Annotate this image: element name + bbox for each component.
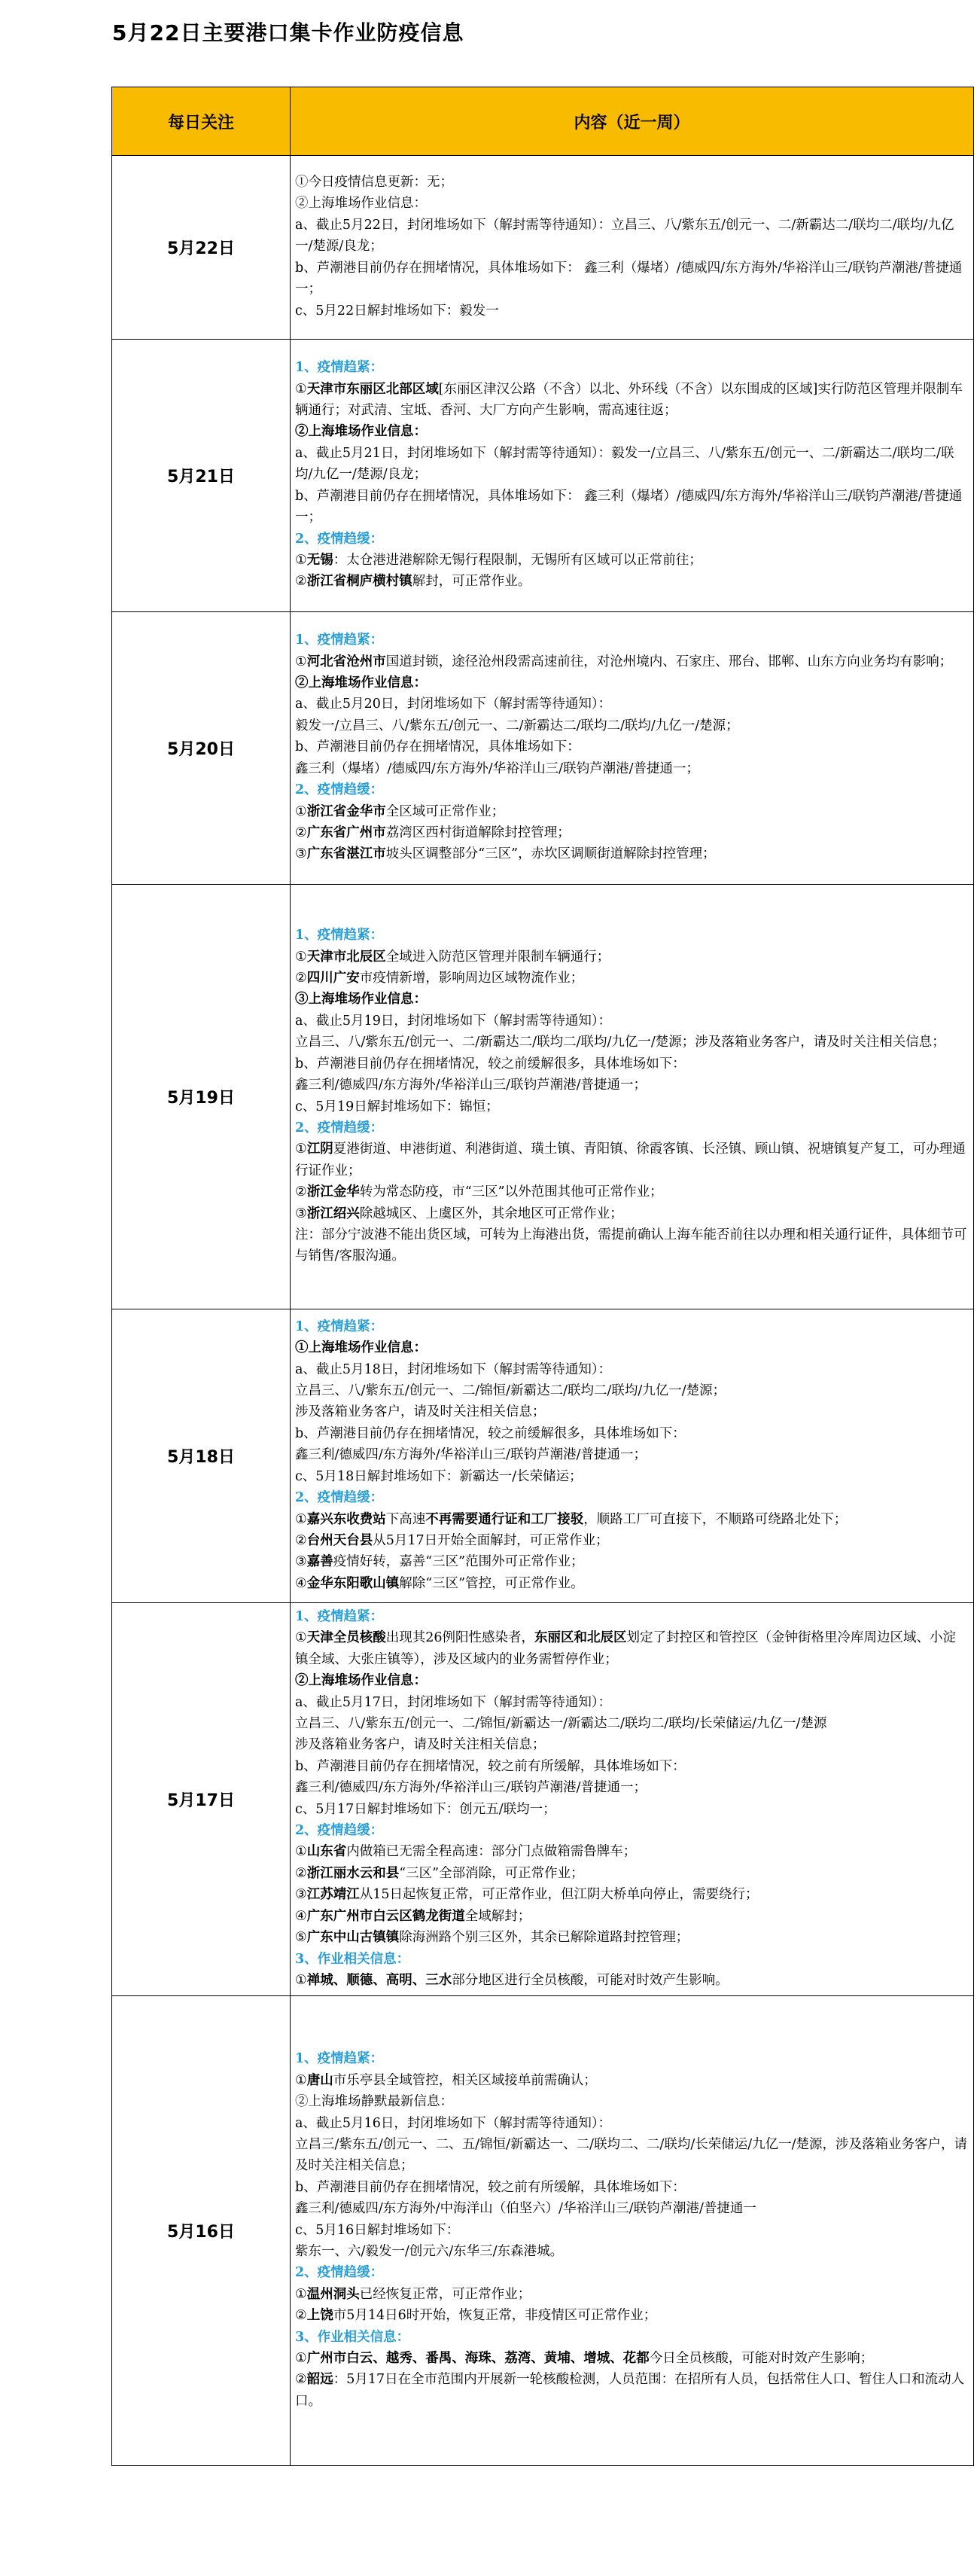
content-line (295, 357, 969, 378)
content-segment: 韶远 (306, 2372, 333, 2388)
content-line (295, 258, 969, 300)
content-segment: 内做箱已无需全程高速：部分门点做箱需鲁牌车； (346, 1844, 637, 1860)
content-segment: ② (295, 825, 307, 840)
content-line (295, 1423, 969, 1444)
content-line (295, 1224, 969, 1267)
content-line (295, 1820, 969, 1841)
content-segment: 下高速 (385, 1511, 426, 1527)
content-segment: 市乐亭县全域管控，相关区域接单前需确认； (333, 2072, 597, 2088)
content-segment: c、5月19日解封堆场如下：锦恒； (295, 1099, 499, 1114)
row-content (291, 612, 974, 885)
content-segment: 2、疫情趋缓： (295, 782, 384, 798)
content-segment: 夏港街道、申港街道、利港街道、璜土镇、青阳镇、徐霞客镇、长泾镇、顾山镇、祝塘镇复产复工，可办理通行证作业； (295, 1142, 966, 1178)
content-line (295, 1777, 969, 1798)
content-line (295, 1863, 969, 1884)
content-line (295, 2091, 969, 2112)
content-segment: 天津市东丽区北部区域 (306, 381, 439, 397)
content-segment: ③ (295, 1887, 307, 1903)
content-segment: c、5月18日解封堆场如下：新霸达一/长荣储运； (295, 1468, 583, 1484)
content-segment: ① (295, 381, 307, 397)
row-date: 5月21日 (112, 340, 291, 612)
content-line (295, 2327, 969, 2348)
content-segment: ① (295, 654, 307, 669)
content-line (295, 1337, 969, 1358)
content-segment: ③ (295, 1554, 307, 1570)
content-segment: b、芦潮港目前仍存在拥堵情况，较之前有所缓解，具体堆场如下： (295, 2179, 686, 2195)
content-segment: “三区”全部消除，可正常作业； (399, 1865, 584, 1881)
content-segment: 江阴 (306, 1142, 333, 1157)
content-line (295, 2305, 969, 2326)
content-segment: ② (295, 1184, 307, 1200)
content-segment: 3、作业相关信息： (295, 1951, 410, 1967)
row-content (291, 1309, 974, 1603)
content-line (295, 736, 969, 758)
content-segment: 1、疫情趋紧： (295, 1318, 384, 1334)
content-segment: 2、疫情趋缓： (295, 2265, 384, 2281)
content-segment: 河北省沧州市 (306, 654, 386, 669)
content-line (295, 779, 969, 800)
content-segment: 广州市白云、越秀、番禺、海珠、荔湾、黄埔、增城、花都 (306, 2351, 650, 2367)
content-line (295, 2241, 969, 2262)
content-segment: 部分地区进行全员核酸，可能对时效产生影响。 (452, 1972, 729, 1988)
content-line (295, 1487, 969, 1508)
content-line (295, 1884, 969, 1905)
content-segment: 立昌三、八/紫东五/创元一、二/锦恒/新霸达一/新霸达二/联均二/联均/长荣储运/九亿一/楚源 (295, 1716, 827, 1732)
content-segment: ① (295, 1142, 307, 1157)
table-row (112, 1603, 974, 1996)
content-segment: 鑫三利/德威四/东方海外/华裕洋山三/联钧芦潮港/普捷通一； (295, 1447, 647, 1463)
content-line (295, 1756, 969, 1777)
content-segment: 已经恢复正常，可正常作业； (359, 2286, 531, 2302)
content-line (295, 1444, 969, 1465)
content-segment: 上饶 (306, 2308, 333, 2324)
header-content: 内容（近一周） (291, 87, 974, 156)
content-segment: 立昌三、八/紫东五/创元一、二/新霸达二/联均二/联均/九亿一/楚源；涉及落箱业务客户，请及时关注相关信息； (295, 1035, 945, 1050)
content-segment: 四川广安 (306, 971, 360, 986)
table-header-row (112, 87, 974, 156)
content-segment: 浙江绍兴 (306, 1206, 360, 1221)
content-segment: 疫情好转，嘉善“三区”范围外可正常作业； (333, 1554, 584, 1570)
content-segment: 广东广州市白云区鹤龙街道 (306, 1908, 465, 1924)
content-line (295, 2177, 969, 2198)
content-line (295, 1401, 969, 1422)
content-segment: 1、疫情趋紧： (295, 633, 384, 648)
content-line (295, 947, 969, 968)
content-line (295, 2113, 969, 2134)
content-segment: a、截止5月19日，封闭堆场如下（解封需等待通知）： (295, 1013, 612, 1029)
content-segment: 禅城、顺德、高明、三水 (306, 1972, 452, 1988)
content-segment: b、芦潮港目前仍存在拥堵情况，具体堆场如下： 鑫三利（爆堵）/德威四/东方海外/华裕洋山三/联钧芦潮港/普捷通一； (295, 260, 963, 297)
table-row (112, 1309, 974, 1603)
content-segment: 金华东阳歌山镇 (306, 1575, 400, 1591)
content-segment: 解除“三区”管控，可正常作业。 (399, 1575, 584, 1591)
content-segment: a、截止5月17日，封闭堆场如下（解封需等待通知）： (295, 1694, 612, 1710)
content-line (295, 215, 969, 258)
content-segment: 毅发一/立昌三、八/紫东五/创元一、二/新霸达二/联均二/联均/九亿一/楚源； (295, 718, 739, 733)
content-segment: 江苏靖江 (306, 1887, 360, 1903)
content-segment: ，顺路工厂可直接下，不顺路可绕路北处下； (583, 1511, 848, 1527)
content-line (295, 968, 969, 989)
content-segment: 1、疫情趋紧： (295, 1609, 384, 1624)
content-segment: ② (295, 1865, 307, 1881)
content-line (295, 300, 969, 322)
content-segment: 天津市北辰区 (306, 949, 386, 965)
content-line (295, 1906, 969, 1927)
content-line (295, 2262, 969, 2283)
content-segment: 荔湾区西村街道解除封控管理； (385, 825, 571, 840)
table-row (112, 1996, 974, 2466)
content-line (295, 989, 969, 1010)
content-segment: ① (295, 552, 307, 568)
content-segment: 台州天台县 (306, 1532, 373, 1548)
content-segment: ③上海堆场作业信息： (295, 992, 427, 1008)
content-segment: 嘉善 (306, 1554, 333, 1570)
content-segment: ③ (295, 1206, 307, 1221)
content-segment: 山东省 (306, 1844, 347, 1860)
content-line (295, 758, 969, 779)
content-segment: 除海洲路个别三区外，其余已解除道路封控管理； (399, 1930, 689, 1946)
content-segment: a、截止5月21日，封闭堆场如下（解封需等待通知）：毅发一/立昌三、八/紫东五/创元一、二/新霸达二/联均二/联均/九亿一/楚源/良龙； (295, 445, 954, 483)
content-segment: 市疫情新增，影响周边区域物流作业； (359, 971, 584, 986)
content-segment: ②上海堆场作业信息： (295, 675, 427, 691)
content-line (295, 1692, 969, 1713)
content-segment: 广东中山古镇镇 (306, 1930, 400, 1946)
content-segment: b、芦潮港目前仍存在拥堵情况，较之前有所缓解，具体堆场如下： (295, 1758, 686, 1774)
content-segment: 全域解封； (464, 1908, 531, 1924)
table-row (112, 612, 974, 885)
content-segment: ②上海堆场作业信息： (295, 424, 427, 440)
content-line (295, 2048, 969, 2069)
row-content (291, 156, 974, 340)
content-segment: ②上海堆场作业信息： (295, 1673, 427, 1689)
content-segment: 浙江金华 (306, 1184, 360, 1200)
content-segment: 除越城区、上虞区外，其余地区可正常作业； (359, 1206, 623, 1221)
content-line (295, 1841, 969, 1862)
row-date: 5月20日 (112, 612, 291, 885)
content-segment: 涉及落箱业务客户，请及时关注相关信息； (295, 1404, 546, 1420)
content-line (295, 1359, 969, 1380)
table-row (112, 156, 974, 340)
content-segment: 国道封锁，途径沧州段需高速前往，对沧州境内、石家庄、邢台、邯郸、山东方向业务均有影响； (385, 654, 953, 669)
content-line (295, 1799, 969, 1820)
content-line (295, 651, 969, 672)
content-line (295, 2284, 969, 2305)
content-line (295, 2070, 969, 2091)
content-segment: 鑫三利/德威四/东方海外/华裕洋山三/联钧芦潮港/普捷通一； (295, 1078, 647, 1093)
content-line (295, 2348, 969, 2369)
content-segment: ① (295, 949, 307, 965)
content-line (295, 2220, 969, 2241)
content-segment: ① (295, 2072, 307, 2088)
content-segment: 广东省湛江市 (306, 846, 386, 862)
row-date: 5月19日 (112, 885, 291, 1309)
content-line (295, 1075, 969, 1096)
content-segment: b、芦潮港目前仍存在拥堵情况，具体堆场如下： (295, 739, 580, 755)
content-line (295, 1380, 969, 1401)
content-line (295, 1316, 969, 1337)
content-segment: ④ (295, 1908, 307, 1924)
row-content (291, 1603, 974, 1996)
content-line (295, 843, 969, 864)
content-segment: 从15日起恢复正常，可正常作业，但江阴大桥单向停止，需要绕行； (359, 1887, 759, 1903)
content-line (295, 1466, 969, 1487)
content-line (295, 715, 969, 736)
content-segment: 浙江省桐庐横村镇 (306, 574, 412, 590)
content-segment: 浙江省金华市 (306, 803, 386, 819)
content-segment: 全域进入防范区管理并限制车辆通行； (385, 949, 610, 965)
content-segment: a、截止5月20日，封闭堆场如下（解封需等待通知）： (295, 697, 612, 712)
content-segment: ① (295, 1511, 307, 1527)
content-segment: ③ (295, 846, 307, 862)
header-daily-focus: 每日关注 (112, 87, 291, 156)
content-segment: ：5月17日在全市范围内开展新一轮核酸检测，人员范围：在招所有人员，包括常住人口、暂住人口和流动人口。 (295, 2372, 965, 2409)
content-segment: 温州洞头 (306, 2286, 360, 2302)
content-segment: 解封，可正常作业。 (412, 574, 531, 590)
content-segment: ② (295, 971, 307, 986)
content-segment: a、截止5月16日，封闭堆场如下（解封需等待通知）： (295, 2115, 612, 2131)
content-segment: 1、疫情趋紧： (295, 928, 384, 944)
content-line (295, 630, 969, 651)
content-segment: 无锡 (306, 552, 333, 568)
content-segment: 2、疫情趋缓： (295, 531, 384, 547)
row-date: 5月17日 (112, 1603, 291, 1996)
content-segment: c、5月16日解封堆场如下： (295, 2222, 460, 2238)
content-segment: ① (295, 803, 307, 819)
content-line (295, 571, 969, 592)
content-line (295, 2369, 969, 2412)
content-segment: ①今日疫情信息更新：无； (295, 175, 453, 191)
content-line (295, 1011, 969, 1032)
content-segment: 出现其26例阳性感染者， (385, 1630, 534, 1646)
content-segment: a、截止5月22日，封闭堆场如下（解封需等待通知）：立昌三、八/紫东五/创元一、二/新霸达二/联均二/联均/九亿一/楚源/良龙； (295, 217, 954, 255)
content-line (295, 1734, 969, 1755)
content-line (295, 1117, 969, 1139)
content-segment: 浙江丽水云和县 (306, 1865, 400, 1881)
content-segment: 唐山 (306, 2072, 333, 2088)
content-line (295, 694, 969, 715)
content-segment: 立昌三/紫东五/创元一、二、五/锦恒/新霸达一、二/联均二、二/联均/长荣储运/九亿一/楚源，涉及落箱业务客户，请及时关注相关信息； (295, 2136, 968, 2174)
table-row (112, 340, 974, 612)
content-line (295, 379, 969, 422)
content-line (295, 193, 969, 214)
row-date: 5月16日 (112, 1996, 291, 2466)
content-segment: 天津全员核酸 (306, 1630, 386, 1646)
content-segment: 涉及落箱业务客户，请及时关注相关信息； (295, 1737, 546, 1753)
row-date: 5月22日 (112, 156, 291, 340)
content-line (295, 1203, 969, 1224)
content-segment: 嘉兴东收费站 (306, 1511, 386, 1527)
content-line (295, 2198, 969, 2219)
row-content (291, 1996, 974, 2466)
content-segment: ② (295, 2308, 307, 2324)
content-line (295, 1970, 969, 1991)
content-line (295, 672, 969, 694)
content-line (295, 925, 969, 946)
content-segment: a、截止5月18日，封闭堆场如下（解封需等待通知）： (295, 1361, 612, 1377)
table-row (112, 885, 974, 1309)
content-segment: ② (295, 574, 307, 590)
row-date: 5月18日 (112, 1309, 291, 1603)
content-line (295, 1053, 969, 1075)
content-segment: 注：部分宁波港不能出货区域，可转为上海港出货，需提前确认上海车能否前往以办理和相关通行证件，具体细节可与销售/客服沟通。 (295, 1227, 967, 1264)
content-line (295, 421, 969, 442)
content-line (295, 1949, 969, 1970)
content-line (295, 1032, 969, 1053)
content-segment: ②上海堆场作业信息： (295, 196, 427, 212)
content-line (295, 1927, 969, 1948)
content-segment: 2、疫情趋缓： (295, 1823, 384, 1839)
content-segment: b、芦潮港目前仍存在拥堵情况，较之前缓解很多，具体堆场如下： (295, 1056, 686, 1072)
content-segment: ② (295, 2372, 307, 2388)
content-segment: ① (295, 2351, 307, 2367)
content-segment: ④ (295, 1575, 307, 1591)
content-segment: 2、疫情趋缓： (295, 1120, 384, 1136)
page-title: 5月22日主要港口集卡作业防疫信息 (112, 20, 464, 45)
content-segment: 鑫三利/德威四/东方海外/华裕洋山三/联钧芦潮港/普捷通一； (295, 1780, 647, 1796)
content-segment: ①上海堆场作业信息： (295, 1340, 427, 1356)
content-segment: 2、疫情趋缓： (295, 1490, 384, 1506)
content-segment: b、芦潮港目前仍存在拥堵情况，具体堆场如下： 鑫三利（爆堵）/德威四/东方海外/华裕洋山三/联钧芦潮港/普捷通一； (295, 488, 963, 526)
content-line (295, 550, 969, 571)
content-segment: ① (295, 2286, 307, 2302)
content-line (295, 1509, 969, 1530)
epidemic-info-table (111, 87, 974, 2466)
content-segment: c、5月22日解封堆场如下：毅发一 (295, 303, 499, 319)
content-segment: b、芦潮港目前仍存在拥堵情况，较之前缓解很多，具体堆场如下： (295, 1425, 686, 1441)
content-segment: 鑫三利（爆堵）/德威四/东方海外/华裕洋山三/联钧芦潮港/普捷通一； (295, 761, 699, 776)
content-segment: ① (295, 1844, 307, 1860)
content-line (295, 529, 969, 550)
content-segment: 紫东一、六/毅发一/创元六/东华三/东森港城。 (295, 2244, 564, 2260)
content-segment: 1、疫情趋紧： (295, 2051, 384, 2067)
content-segment: 全区域可正常作业； (385, 803, 505, 819)
content-line (295, 486, 969, 529)
content-line (295, 2134, 969, 2177)
content-segment: 东丽区和北辰区 (534, 1630, 627, 1646)
content-segment: 立昌三、八/紫东五/创元一、二/锦恒/新霸达二/联均二/联均/九亿一/楚源； (295, 1383, 726, 1399)
content-line (295, 1606, 969, 1627)
content-line (295, 1181, 969, 1203)
content-segment: 鑫三利/德威四/东方海外/中海洋山（伯坚六）/华裕洋山三/联钧芦潮港/普捷通一 (295, 2201, 756, 2217)
row-content (291, 885, 974, 1309)
content-segment: 从5月17日开始全面解封，可正常作业； (373, 1532, 609, 1548)
content-line (295, 1573, 969, 1594)
content-segment: ② (295, 1532, 307, 1548)
content-segment: 不再需要通行证和工厂接驳 (425, 1511, 584, 1527)
table-body (112, 156, 974, 2466)
content-line (295, 1139, 969, 1181)
content-segment: 1、疫情趋紧： (295, 360, 384, 376)
content-segment: 坡头区调整部分“三区”，赤坎区调顺街道解除封控管理； (385, 846, 716, 862)
content-line (295, 801, 969, 822)
content-segment: ① (295, 1972, 307, 1988)
content-line (295, 1670, 969, 1691)
content-segment: 市5月14日6时开始，恢复正常，非疫情区可正常作业； (333, 2308, 657, 2324)
content-line (295, 1713, 969, 1734)
content-segment: [东丽区津汉公路（不含）以北、外环线（不含）以东围成的区域]实行防范区管理并限制车辆通行；对武清、宝坻、香河、大厂方向产生影响，需高速往返； (295, 381, 963, 419)
content-line (295, 1627, 969, 1670)
content-segment: 广东省广州市 (306, 825, 386, 840)
content-line (295, 1096, 969, 1117)
content-segment: 转为常态防疫，市“三区”以外范围其他可正常作业； (359, 1184, 663, 1200)
content-line (295, 443, 969, 486)
row-content (291, 340, 974, 612)
content-segment: ① (295, 1630, 307, 1646)
content-line (295, 1530, 969, 1551)
content-line (295, 822, 969, 843)
content-line (295, 172, 969, 193)
content-segment: ：太仓港进港解除无锡行程限制，无锡所有区域可以正常前往； (333, 552, 702, 568)
content-segment: ⑤ (295, 1930, 307, 1946)
content-segment: ②上海堆场静默最新信息： (295, 2094, 453, 2110)
content-segment: 划定了封控区和管控区（金钟街格里冷库周边区域、小淀镇全域、大张庄镇等），涉及区域内的业务需暂停作业； (295, 1630, 956, 1667)
content-line (295, 1551, 969, 1572)
content-segment: 3、作业相关信息： (295, 2329, 410, 2345)
content-segment: c、5月17日解封堆场如下：创元五/联均一； (295, 1801, 556, 1817)
content-segment: 今日全员核酸，可能对时效产生影响； (649, 2351, 874, 2367)
